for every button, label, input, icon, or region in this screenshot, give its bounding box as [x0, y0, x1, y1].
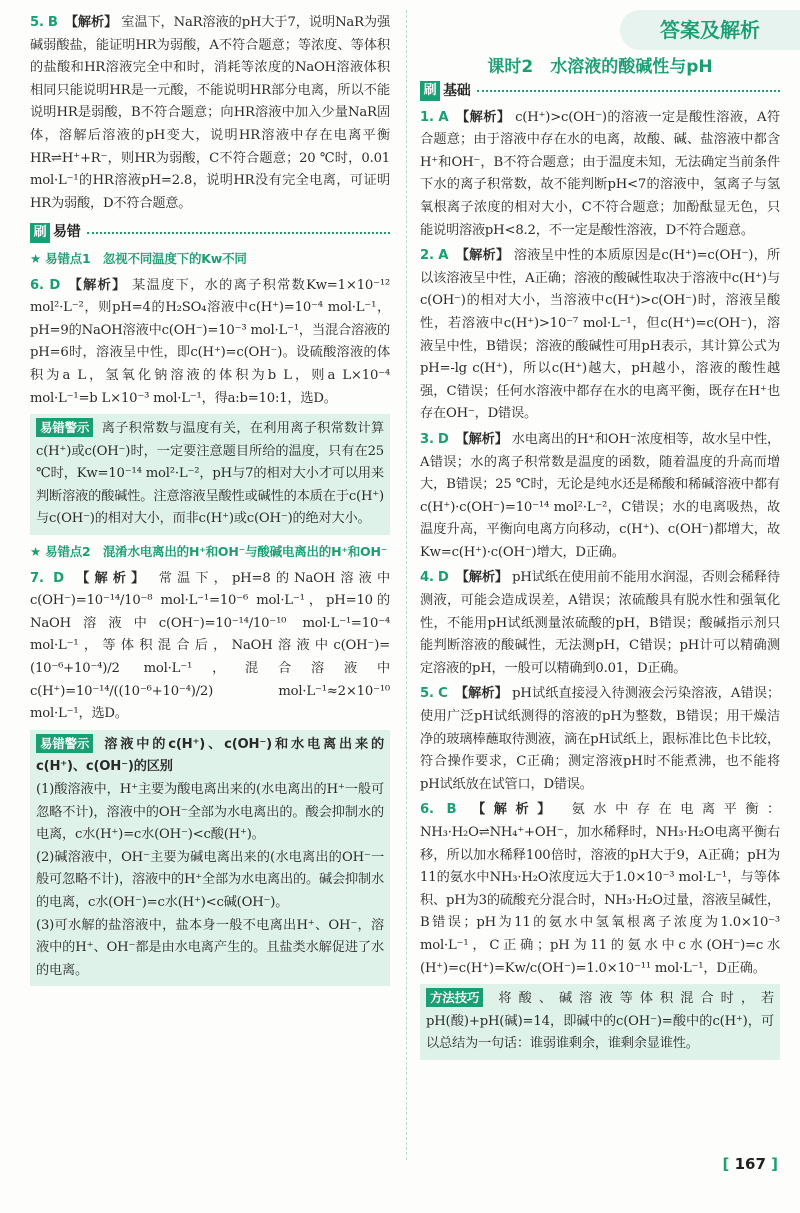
analysis-tag: 【解析】: [456, 109, 511, 125]
analysis-text: 氨水中存在电离平衡：NH₃·H₂O⇌NH₄⁺+OH⁻，加水稀释时，NH₃·H₂O电离平衡右移，所以加水稀释100倍时，溶液的pH大于9，A正确；pH为11的氨水中NH₃·H₂O浓度远大于1.0×10⁻³ mol·L⁻¹，与等体积、pH为3的硫酸充分混合时，NH₃·H₂O过量，溶液呈碱性，B错误；pH为11的氨水中氢氧根离子浓度为1.0×10⁻³ mol·L⁻¹，C正确；pH为11的氨水中c水(OH⁻)=c水(H⁺)=c(H⁺)=Kw/c(OH⁻)=1.0×10⁻¹¹ mol·L⁻¹，D正确。: [420, 802, 781, 976]
left-q6: [30, 275, 390, 411]
page-number-value: 167: [734, 1155, 766, 1173]
warning-title: 溶液中的c(H⁺)、c(OH⁻)和水电离出来的c(H⁺)、c(OH⁻)的区别: [36, 736, 384, 775]
answer-letter: B: [47, 15, 58, 30]
dotted-rule: [477, 90, 780, 92]
analysis-text: 常温下，pH=8的NaOH溶液中c(OH⁻)=10⁻¹⁴/10⁻⁸ mol·L⁻¹=10⁻⁶ mol·L⁻¹，pH=10的NaOH溶液中c(OH⁻)=10⁻¹⁴/10⁻¹⁰ mol·L⁻¹=10⁻⁴ mol·L⁻¹，等体积混合后，NaOH溶液中c(OH⁻)=(10⁻⁶+10⁻⁴)/2 mol·L⁻¹，混合溶液中c(H⁺)=10⁻¹⁴/((10⁻⁶+10⁻⁴)/2) mol·L⁻¹≈2×10⁻¹⁰ mol·L⁻¹，选D。: [30, 570, 390, 722]
analysis-tag: 【解析】: [76, 570, 150, 586]
warning-box-2: [30, 730, 390, 987]
analysis-tag: 【解析】: [472, 802, 559, 818]
analysis-text: 溶液呈中性的本质原因是c(H⁺)=c(OH⁻)，所以该溶液呈中性，A正确；溶液的酸碱性取决于溶液中c(H⁺)与c(OH⁻)的相对大小，当溶液中c(H⁺)>c(OH⁻)时，溶液呈酸性，若溶液中c(H⁺)>10⁻⁷ mol·L⁻¹，但c(H⁺)=c(OH⁻)，溶液呈中性，B错误；溶液的酸碱性可用pH表示，其计算公式为pH=-lg c(H⁺)，所以c(H⁺)越大，pH越小，溶液的酸性越强，C错误；任何水溶液中都存在水的电离平衡，既存在H⁺也存在OH⁻，D错误。: [420, 248, 781, 422]
warning-para-2: (2)碱溶液中，OH⁻主要为碱电离出来的(水电离出的OH⁻一般可忽略不计)，溶液中的H⁺全部为水电离出的。碱会抑制水的电离，c水(OH⁻)=c水(H⁺)<c碱(OH⁻)。: [36, 849, 384, 910]
left-column: [30, 12, 390, 992]
analysis-text: 室温下，NaR溶液的pH大于7，说明NaR为强碱弱酸盐，能证明HR为弱酸，A不符合题意；等浓度、等体积的盐酸和HR溶液完全中和时，消耗等浓度的NaOH溶液体积相同只能说明HR是一元酸，不能说明HR部分电离，所以不能说明HR是弱酸，B不符合题意；向HR溶液中加入少量NaR固体，溶解后溶液的pH变大，说明HR溶液中存在电离平衡HR⇌H⁺+R⁻，则HR为弱酸，C不符合题意；20 ℃时，0.01 mol·L⁻¹的HR溶液pH=2.8，说明HR没有完全电离，可证明HR为弱酸，D不符合题意。: [30, 15, 390, 211]
analysis-tag: 【解析】: [454, 686, 508, 702]
page-number: [723, 1155, 779, 1173]
right-q4: [420, 567, 780, 680]
answer-letter: D: [53, 570, 64, 586]
question-number: 5.: [30, 15, 44, 30]
answer-letter: B: [446, 802, 457, 818]
section-yicuo: [30, 221, 390, 244]
bracket-right: ]: [771, 1155, 778, 1173]
analysis-tag: 【解析】: [68, 277, 127, 293]
answer-letter: A: [438, 109, 449, 125]
right-column: [420, 74, 780, 1066]
header-answer-tag: 答案及解析: [620, 10, 800, 50]
brush-icon: 刷: [30, 223, 50, 243]
section-label: 易错: [53, 224, 81, 241]
error-point-2: ★ 易错点2 混淆水电离出的H⁺和OH⁻与酸碱电离出的H⁺和OH⁻: [30, 544, 388, 560]
warning-text: 离子积常数与温度有关，在利用离子积常数计算c(H⁺)或c(OH⁻)时，一定要注意题目所给的温度，只有在25 ℃时，Kw=10⁻¹⁴ mol²·L⁻²，pH与7的相对大小才可以用来判断溶液的酸碱性。注意溶液呈酸性或碱性的本质在于c(H⁺)与c(OH⁻)的相对大小，而非c(H⁺)或c(OH⁻)的绝对大小。: [36, 421, 384, 527]
tip-tag: 方法技巧: [426, 988, 483, 1007]
answer-letter: C: [438, 686, 448, 702]
question-number: 3.: [420, 431, 434, 447]
left-q7: [30, 568, 390, 726]
question-number: 5.: [420, 686, 434, 702]
right-q2: [420, 245, 780, 426]
warning-para-1: (1)酸溶液中，H⁺主要为酸电离出来的(水电离出的H⁺一般可忽略不计)，溶液中的OH⁻全部为水电离出的。酸会抑制水的电离，c水(H⁺)=c水(OH⁻)<c酸(H⁺)。: [36, 782, 384, 843]
section-label: 基础: [443, 83, 471, 99]
analysis-text: c(H⁺)>c(OH⁻)的溶液一定是酸性溶液，A符合题意；由于溶液中存在水的电离，故酸、碱、盐溶液中都含H⁺和OH⁻，B不符合题意；由于温度未知，无法确定当前条件下水的离子积常数，故不能判断pH<7的溶液中，氢离子与氢氧根离子浓度的相对大小，C不符合题意；加酚酞显无色，只能说明溶液pH<8.2，不一定是酸性溶液，D不符合题意。: [420, 109, 780, 238]
bracket-left: [: [722, 1155, 730, 1173]
question-number: 1.: [420, 109, 434, 125]
analysis-text: pH试纸直接浸入待测液会污染溶液，A错误；使用广泛pH试纸测得的溶液的pH为整数，B错误；用干燥洁净的玻璃棒蘸取待测液，滴在pH试纸上，跟标准比色卡比较，符合操作要求，C正确；测定溶液pH时不能煮沸，也不能将pH试纸放在试管口，D错误。: [420, 686, 781, 792]
analysis-tag: 【解析】: [64, 15, 118, 30]
analysis-text: 某温度下，水的离子积常数Kw=1×10⁻¹² mol²·L⁻²，则pH=4的H₂SO₄溶液中c(H⁺)=10⁻⁴ mol·L⁻¹，pH=9的NaOH溶液中c(OH⁻)=10⁻³ mol·L⁻¹，当混合溶液的pH=6时，溶液呈中性，即c(H⁺)=c(OH⁻)。设硫酸溶液的体积为a L，氢氧化钠溶液的体积为b L，则a L×10⁻⁴ mol·L⁻¹=b L×10⁻³ mol·L⁻¹，得a:b=10:1，选D。: [30, 277, 391, 406]
warning-tag: 易错警示: [36, 418, 93, 437]
answer-letter: A: [438, 248, 449, 264]
error-point-1: ★ 易错点1 忽视不同温度下的Kw不同: [30, 250, 247, 266]
question-number: 6.: [420, 802, 434, 818]
left-q5: [30, 12, 390, 215]
answer-letter: D: [437, 431, 449, 447]
right-q5: [420, 683, 780, 796]
lesson-title: 课时2 水溶液的酸碱性与pH: [487, 57, 713, 77]
analysis-tag: 【解析】: [455, 248, 510, 264]
right-q6: [420, 799, 780, 980]
warning-para-3: (3)可水解的盐溶液中，盐本身一般不电离出H⁺、OH⁻，溶液中的H⁺、OH⁻都是由水电离产生的。且盐类水解促进了水的电离。: [36, 917, 384, 978]
analysis-tag: 【解析】: [455, 570, 508, 586]
answer-letter: D: [49, 277, 61, 293]
section-jichu: [420, 80, 780, 103]
dotted-rule: [87, 232, 390, 234]
warning-tag: 易错警示: [36, 734, 93, 753]
question-number: 7.: [30, 570, 44, 586]
column-divider: [406, 10, 407, 1160]
method-tip-box: [420, 984, 780, 1060]
right-q3: [420, 429, 780, 565]
tip-text: 将酸、碱溶液等体积混合时，若pH(酸)+pH(碱)=14，即碱中的c(OH⁻)=酸中的c(H⁺)，可以总结为一句话：谁弱谁剩余，谁剩余显谁性。: [426, 991, 775, 1052]
question-number: 6.: [30, 277, 44, 293]
analysis-text: 水电离出的H⁺和OH⁻浓度相等，故水呈中性，A错误；水的离子积常数是温度的函数，随着温度的升高而增大，B错误；25 ℃时，无论是纯水还是稀酸和稀碱溶液中都有c(H⁺)·c(OH⁻)=10⁻¹⁴ mol²·L⁻²，C错误；水的电离吸热，故温度升高，平衡向电离方向移动，c(H⁺)、c(OH⁻)都增大，故Kw=c(H⁺)·c(OH⁻)增大，D正确。: [420, 431, 780, 560]
brush-icon: 刷: [420, 81, 440, 101]
question-number: 2.: [420, 248, 434, 264]
answer-letter: D: [437, 570, 449, 586]
warning-box-1: [30, 414, 390, 535]
right-q1: [420, 107, 780, 243]
analysis-text: pH试纸在使用前不能用水润湿，否则会稀释待测液，可能会造成误差，A错误；浓硫酸具有脱水性和强氧化性，不能用pH试纸测量浓硫酸的pH，B错误；酸碱指示剂只能判断溶液的酸碱性，无法测pH，C错误；pH计可以精确测定溶液的pH，一般可以精确到0.01，D正确。: [420, 570, 780, 676]
analysis-tag: 【解析】: [455, 431, 508, 447]
question-number: 4.: [420, 570, 434, 586]
